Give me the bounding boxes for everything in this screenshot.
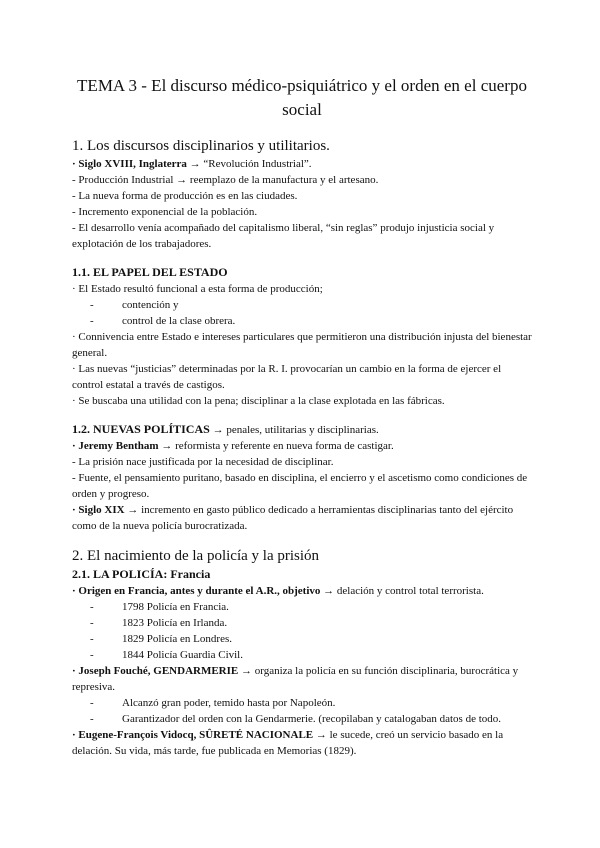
list-item: - control de la clase obrera. [90,313,532,329]
s2-list-2 [72,695,532,727]
section-1-2-heading [72,421,532,438]
s11-list [72,297,532,329]
s12-line-4-bold: · Siglo XIX [72,504,125,516]
section-1-1-heading: 1.1. EL PAPEL DEL ESTADO [72,265,228,279]
s2-line-3-rest: → le sucede, creó un servicio basado en la delación. Su vida, más tarde, fue publicada en Memorias (1829). [72,729,504,757]
list-item: - 1798 Policía en Francia. [90,599,532,615]
s12-heading-rest: → penales, utilitarias y disciplinarias. [209,424,379,436]
s1-line-5: - El desarrollo venía acompañado del capitalismo liberal, “sin reglas” produjo injusticia social y explotación de los trabajadores. [72,222,495,250]
s2-list-1 [72,599,532,663]
s12-line-3: - Fuente, el pensamiento puritano, basado en disciplina, el encierro y el ascetismo como condiciones de orden y progreso. [72,472,528,500]
s2-line-1-bold: · Origen en Francia, antes y durante el A.R., objetivo [72,585,321,597]
section-2-1-heading: 2.1. LA POLICÍA: Francia [72,567,211,581]
s1-line-1-rest: → “Revolución Industrial”. [186,158,312,170]
s2-line-2-rest: → organiza la policía en su función disciplinaria, burocrática y represiva. [72,665,519,693]
document-page [72,74,532,759]
list-item: - contención y [90,297,532,313]
list-item: - Alcanzó gran poder, temido hasta por Napoleón. [90,695,532,711]
s11-line-3: · Las nuevas “justicias” determinadas por la R. I. provocarían un cambio en la forma de ejercer el control estatal a través de castigos. [72,363,502,391]
s11-line-4: · Se buscaba una utilidad con la pena; disciplinar a la clase explotada en las fábricas. [72,395,445,407]
list-item: - 1823 Policía en Irlanda. [90,615,532,631]
s1-line-4: - Incremento exponencial de la población. [72,206,258,218]
section-2-heading: 2. El nacimiento de la policía y la prisión [72,548,320,564]
s2-line-1-rest: → delación y control total terrorista. [320,585,484,597]
s12-line-4-rest: → incremento en gasto público dedicado a herramientas disciplinarias tanto del ejército como de la nueva policía burocratizada. [72,504,514,532]
s11-line-1: · El Estado resultó funcional a esta forma de producción; [72,283,323,295]
section-1-heading: 1. Los discursos disciplinarios y utilitarios. [72,138,330,154]
s12-line-1-bold: · Jeremy Bentham [72,440,159,452]
s2-line-2 [72,663,532,695]
s2-line-3 [72,727,532,759]
s2-line-2-bold: · Joseph Fouché, GENDARMERIE [72,665,239,677]
document-title: TEMA 3 - El discurso médico-psiquiátrico y el orden en el cuerpo social [77,76,527,119]
list-item: - Garantizador del orden con la Gendarmerie. (recopilaban y catalogaban datos de todo. [90,711,532,727]
s2-line-3-bold: · Eugene-François Vidocq, SÛRETÉ NACIONALE [72,729,314,741]
s12-heading-bold: 1.2. NUEVAS POLÍTICAS [72,422,210,436]
s12-line-1 [72,438,532,454]
s2-line-1 [72,583,532,599]
list-item: - 1844 Policía Guardia Civil. [90,647,532,663]
s11-line-2: · Connivencia entre Estado e intereses particulares que permitieron una distribución injusta del bienestar general. [72,331,532,359]
s1-line-1-bold: · Siglo XVIII, Inglaterra [72,158,187,170]
list-item: - 1829 Policía en Londres. [90,631,532,647]
s1-line-1 [72,156,532,172]
s1-line-3: - La nueva forma de producción es en las ciudades. [72,190,298,202]
s12-line-2: - La prisión nace justificada por la necesidad de disciplinar. [72,456,334,468]
s12-line-1-rest: → reformista y referente en nueva forma de castigar. [158,440,394,452]
s12-line-4 [72,502,532,534]
s1-line-2: - Producción Industrial → reemplazo de la manufactura y el artesano. [72,174,379,186]
